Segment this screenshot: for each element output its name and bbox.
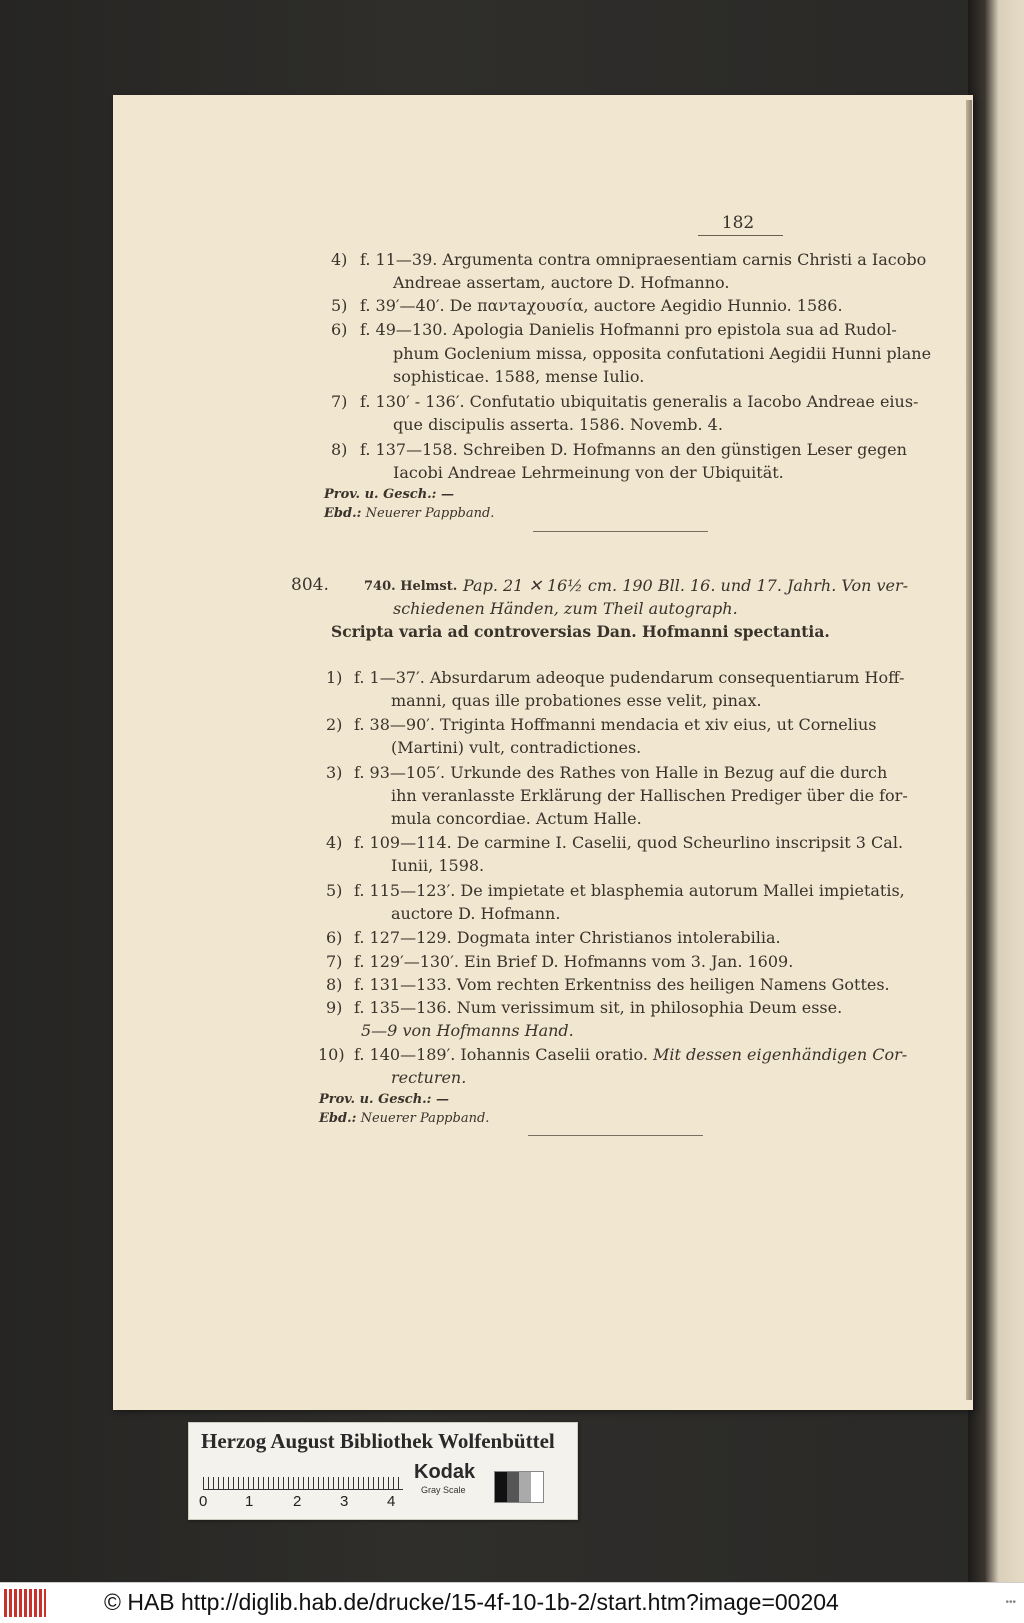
entry-item-line: f. 135—136. Num verissimum sit, in philosophia Deum esse. — [354, 998, 843, 1017]
entry-item-num: 6) — [326, 928, 343, 947]
prev-item-line: Iacobi Andreae Lehrmeinung von der Ubiquität. — [393, 463, 784, 482]
entry-item-num: 10) — [318, 1045, 345, 1064]
entry-item-line: ihn veranlasste Erklärung der Hallischen Prediger über die for- — [391, 786, 908, 805]
entry-item-line: f. 93—105′. Urkunde des Rathes von Halle in Bezug auf die durch — [354, 763, 888, 782]
entry-item-line: auctore D. Hofmann. — [391, 904, 561, 923]
gray-scale-label: Gray Scale — [421, 1485, 466, 1495]
entry-item-line: f. 38—90′. Triginta Hoffmanni mendacia et xiv eius, ut Cornelius — [354, 715, 877, 734]
entry-item-num: 8) — [326, 975, 343, 994]
entry-item-line — [354, 1045, 907, 1065]
entry-shelfmark: 740. Helmst. — [364, 579, 458, 594]
entry-item-line: f. 131—133. Vom rechten Erkentniss des heiligen Namens Gottes. — [354, 975, 890, 994]
ruler-number: 4 — [387, 1493, 396, 1510]
page-number: 182 — [721, 213, 755, 233]
entry-item-note: Mit dessen eigenhändigen Cor- — [653, 1045, 908, 1064]
entry-item-line: Iunii, 1598. — [391, 856, 485, 875]
prev-item-line: sophisticae. 1588, mense Iulio. — [393, 367, 645, 386]
separator-rule — [528, 1135, 703, 1136]
entry-item-num: 7) — [326, 952, 343, 971]
swatch-dark-gray — [507, 1472, 519, 1502]
entry-item-num: 9) — [326, 998, 343, 1017]
entry-item-num: 1) — [326, 668, 343, 687]
entry-description: Pap. 21 ✕ 16½ cm. 190 Bll. 16. und 17. Jahrh. Von ver- — [463, 576, 909, 595]
prev-item-num: 5) — [331, 296, 348, 315]
entry-item-line: f. 129′—130′. Ein Brief D. Hofmanns vom 3. Jan. 1609. — [354, 952, 794, 971]
entry-item-line: manni, quas ille probationes esse velit, pinax. — [391, 691, 762, 710]
prev-item-line: Andreae assertam, auctore D. Hofmanno. — [393, 273, 730, 292]
gray-swatches — [494, 1471, 544, 1503]
entry-item-line: f. 115—123′. De impietate et blasphemia autorum Mallei impietatis, — [354, 881, 905, 900]
ruler-number: 0 — [199, 1493, 208, 1510]
prev-item-line: f. 39′—40′. De παντaχουσία, auctore Aegidio Hunnio. 1586. — [360, 296, 843, 315]
swatch-white — [531, 1472, 543, 1502]
prev-binding — [324, 504, 494, 524]
page-edge-shadow — [966, 100, 972, 1400]
entry-item-num: 4) — [326, 833, 343, 852]
prev-item-line: f. 137—158. Schreiben D. Hofmanns an den günstigen Leser gegen — [360, 440, 907, 459]
entry-item-num: 3) — [326, 763, 343, 782]
prev-item-line: f. 49—130. Apologia Danielis Hofmanni pro epistola sua ad Rudol- — [360, 320, 897, 339]
entry-number: 804. — [291, 575, 329, 595]
prev-item-num: 7) — [331, 392, 348, 411]
prev-item-line: phum Goclenium missa, opposita confutationi Aegidii Hunni plane — [393, 344, 932, 363]
entry-item-line: mula concordiae. Actum Halle. — [391, 809, 642, 828]
page-number-rule — [698, 235, 783, 236]
book-page — [113, 95, 973, 1410]
entry-item-line: f. 127—129. Dogmata inter Christianos intolerabilia. — [354, 928, 781, 947]
kodak-logo: Kodak — [414, 1461, 476, 1483]
swatch-light-gray — [519, 1472, 531, 1502]
entry-item-line: f. 1—37′. Absurdarum adeoque pudendarum consequentiarum Hoff- — [354, 668, 905, 687]
copyright-footer — [0, 1582, 1024, 1623]
prev-item-line: f. 11—39. Argumenta contra omnipraesentiam carnis Christi a Iacobo — [360, 250, 927, 269]
prev-provenance: Prov. u. Gesch.: — — [324, 487, 455, 502]
entry-item-line: recturen. — [391, 1068, 467, 1087]
prev-item-num: 6) — [331, 320, 348, 339]
library-name: Herzog August Bibliothek Wolfenbüttel — [201, 1429, 555, 1453]
prev-item-line: f. 130′ - 136′. Confutatio ubiquitatis generalis a Iacobo Andreae eius- — [360, 392, 919, 411]
next-page-edge — [968, 0, 1024, 1582]
prev-item-line: que discipulis asserta. 1586. Novemb. 4. — [393, 415, 723, 434]
entry-binding — [319, 1109, 489, 1129]
ruler-number: 3 — [340, 1493, 349, 1510]
entry-item-line: (Martini) vult, contradictiones. — [391, 738, 642, 757]
entry-item-line: f. 109—114. De carmine I. Caselii, quod Scheurlino inscripsit 3 Cal. — [354, 833, 904, 852]
color-calibration-card — [188, 1422, 578, 1520]
hand-note: 5—9 von Hofmanns Hand. — [361, 1021, 574, 1040]
entry-provenance: Prov. u. Gesch.: — — [319, 1092, 450, 1107]
prev-item-num: 4) — [331, 250, 348, 269]
prev-binding-value: Neuerer Pappband. — [365, 506, 495, 521]
entry-title: Scripta varia ad controversias Dan. Hofmanni spectantia. — [331, 622, 830, 641]
ruler-number: 2 — [293, 1493, 302, 1510]
ruler-numbers — [199, 1493, 429, 1513]
entry-description: schiedenen Händen, zum Theil autograph. — [393, 599, 738, 618]
entry-binding-label: Ebd.: — [319, 1111, 357, 1126]
entry-item-num: 2) — [326, 715, 343, 734]
more-icon[interactable]: ••• — [1005, 1597, 1016, 1608]
entry-item-text: f. 140—189′. Iohannis Caselii oratio. — [354, 1045, 648, 1064]
separator-rule — [533, 531, 708, 532]
measurement-ruler — [203, 1461, 403, 1490]
footer-link[interactable]: © HAB http://diglib.hab.de/drucke/15-4f-10-1b-2/start.htm?image=00204 — [104, 1589, 839, 1615]
hab-logo-icon — [4, 1589, 46, 1617]
prev-item-num: 8) — [331, 440, 348, 459]
entry-item-num: 5) — [326, 881, 343, 900]
ruler-number: 1 — [245, 1493, 254, 1510]
prev-binding-label: Ebd.: — [324, 506, 362, 521]
entry-binding-value: Neuerer Pappband. — [360, 1111, 490, 1126]
swatch-black — [495, 1472, 507, 1502]
